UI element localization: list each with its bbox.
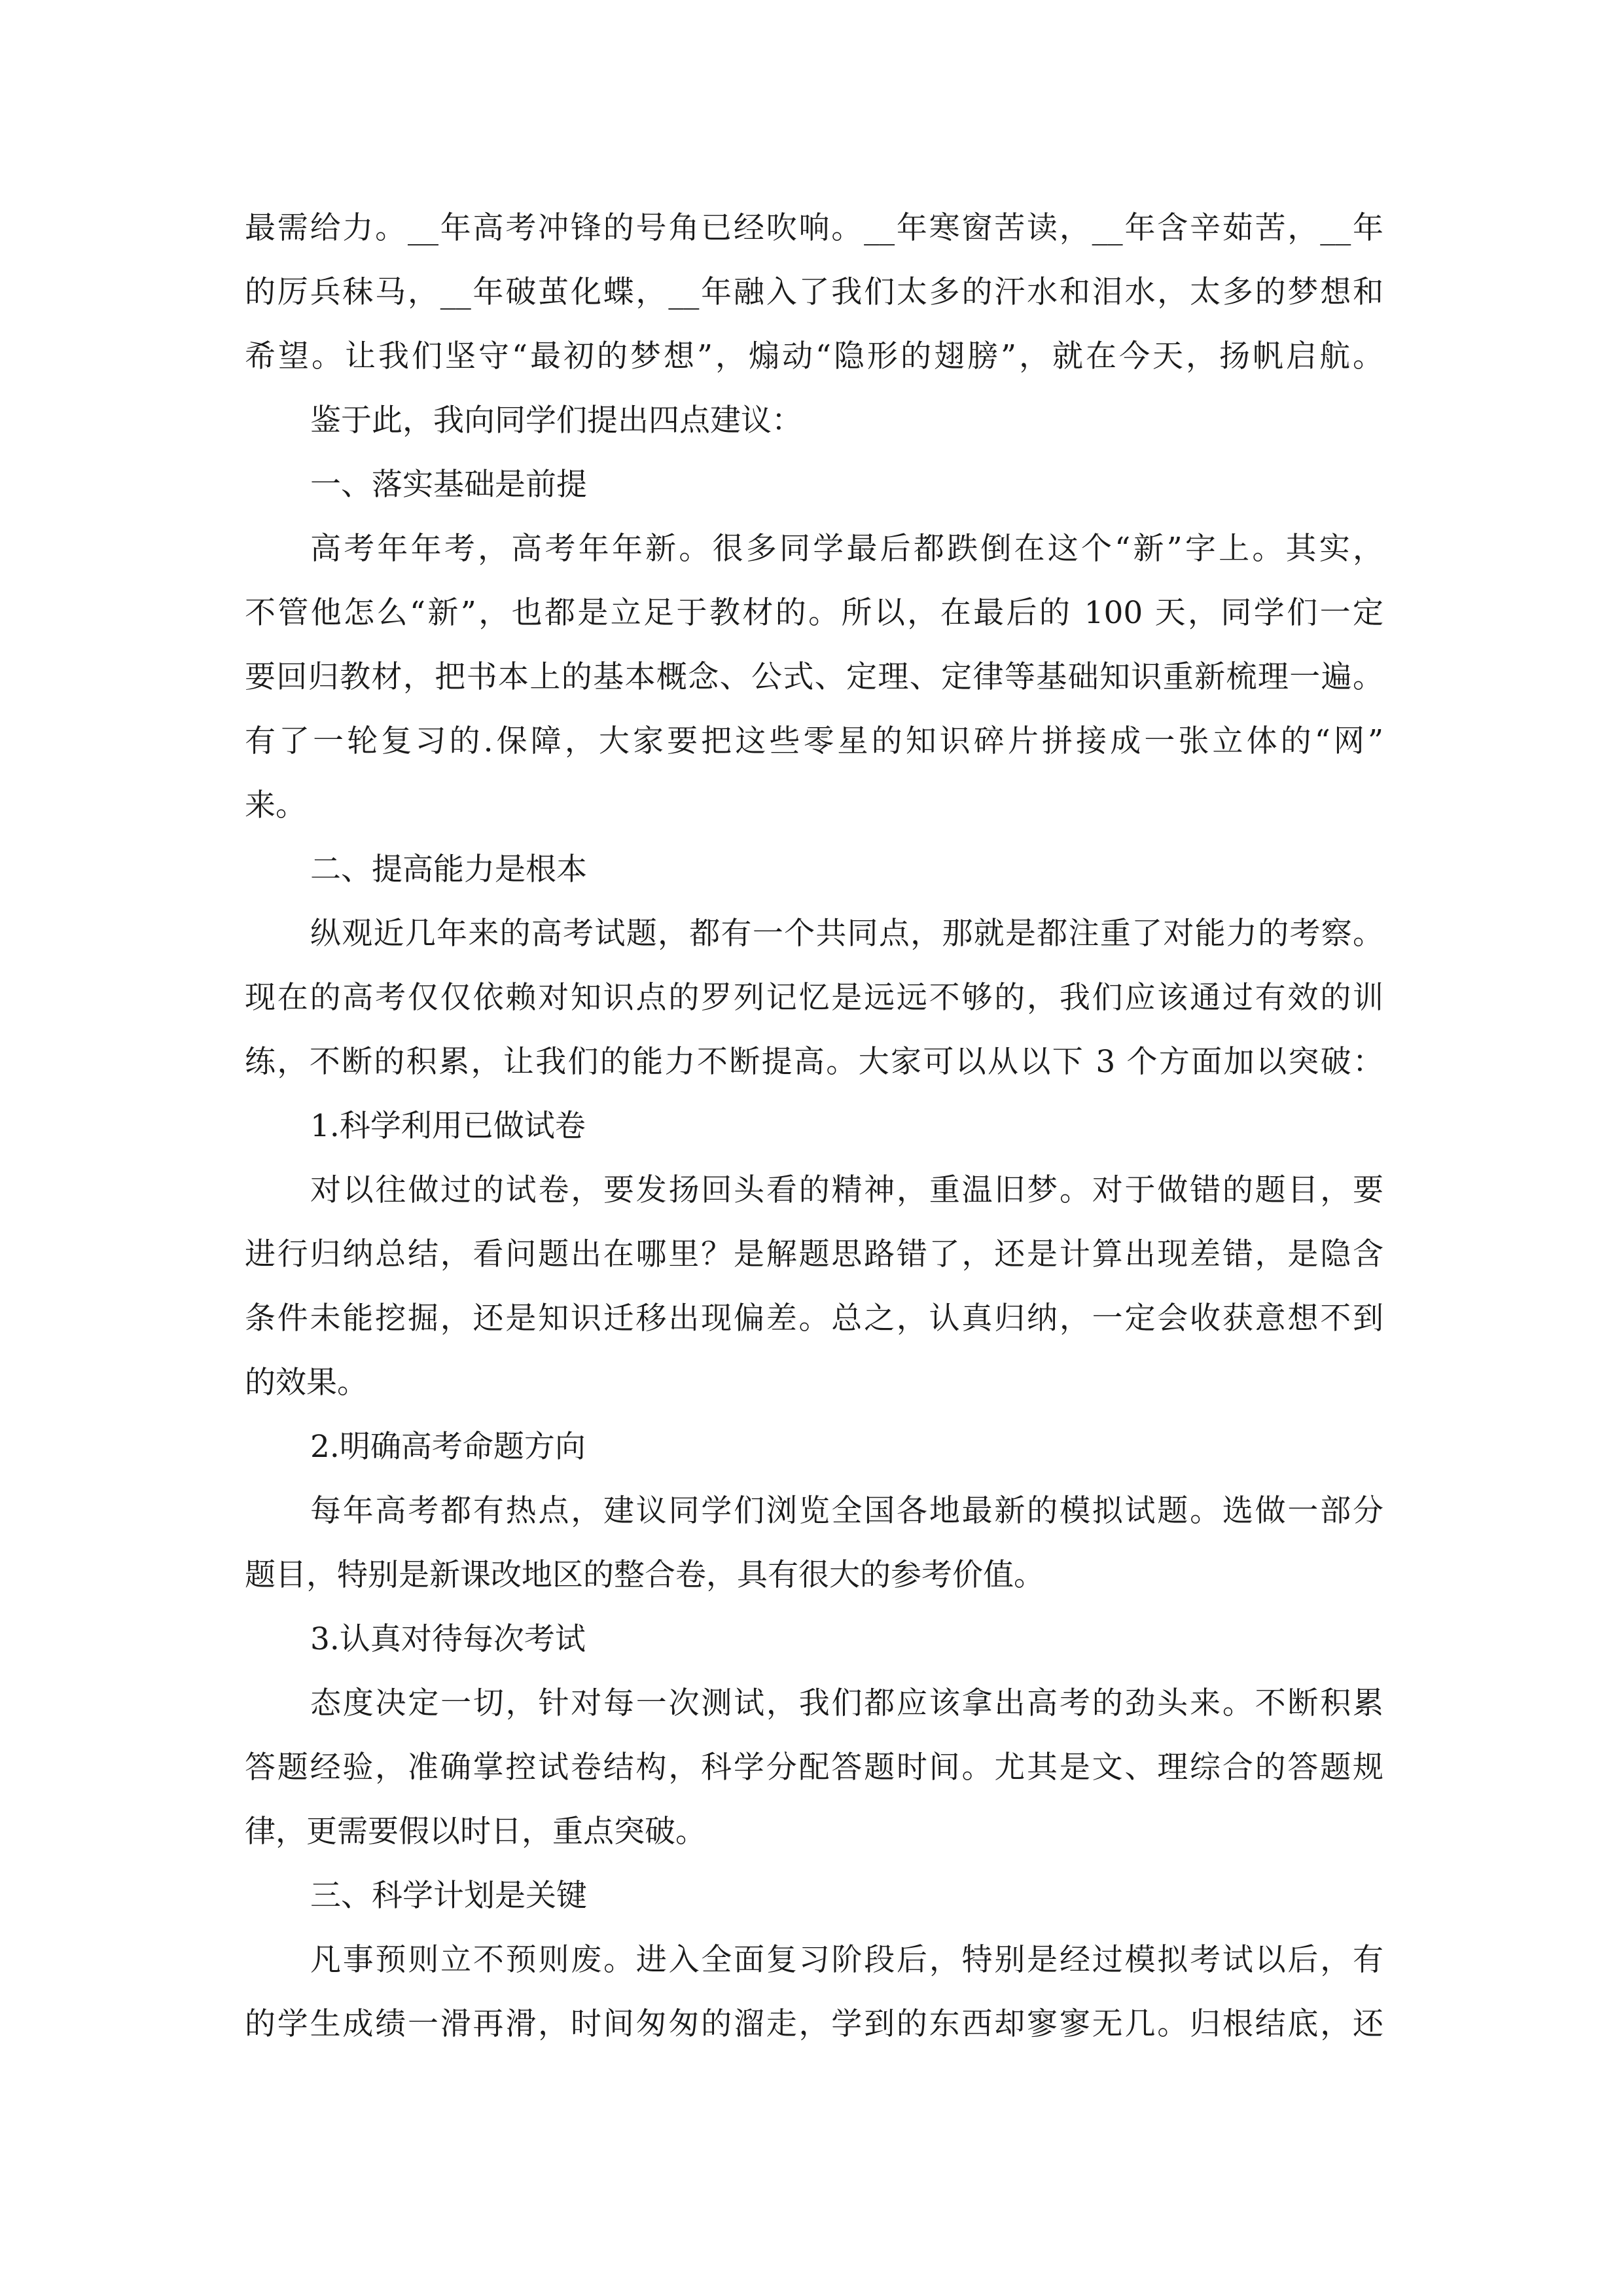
text-line: 态度决定一切，针对每一次测试，我们都应该拿出高考的劲头来。不断积累 <box>310 1685 1383 1721</box>
text-line: 的效果。 <box>245 1365 368 1401</box>
text-line: 练，不断的积累，让我们的能力不断提高。大家可以从以下 3 个方面加以突破： <box>245 1044 1383 1080</box>
subsection-heading: 2.明确高考命题方向 <box>310 1429 586 1465</box>
text-line: 最需给力。__年高考冲锋的号角已经吹响。__年寒窗苦读，__年含辛茹苦，__年 <box>245 210 1383 246</box>
text-line: 的学生成绩一滑再滑，时间匆匆的溜走，学到的东西却寥寥无几。归根结底，还 <box>245 2006 1383 2042</box>
section-heading: 三、科学计划是关键 <box>310 1878 587 1914</box>
text-line: 不管他怎么“新”，也都是立足于教材的。所以，在最后的 100 天，同学们一定 <box>245 595 1383 631</box>
text-line: 有了一轮复习的.保障，大家要把这些零星的知识碎片拼接成一张立体的“网” <box>245 723 1383 759</box>
text-line: 希望。让我们坚守“最初的梦想”，煽动“隐形的翅膀”，就在今天，扬帆启航。 <box>245 338 1383 374</box>
text-line: 现在的高考仅仅依赖对知识点的罗列记忆是远远不够的，我们应该通过有效的训 <box>245 980 1383 1016</box>
document-body <box>245 196 1383 2056</box>
section-heading: 一、落实基础是前提 <box>310 467 587 503</box>
subsection-heading: 3.认真对待每次考试 <box>310 1621 586 1657</box>
section-heading: 二、提高能力是根本 <box>310 852 587 888</box>
text-line: 律，更需要假以时日，重点突破。 <box>245 1814 706 1850</box>
text-line: 鉴于此，我向同学们提出四点建议： <box>310 403 802 439</box>
text-line: 题目，特别是新课改地区的整合卷，具有很大的参考价值。 <box>245 1557 1044 1593</box>
text-line: 凡事预则立不预则废。进入全面复习阶段后，特别是经过模拟考试以后，有 <box>310 1942 1383 1978</box>
text-line: 答题经验，准确掌控试卷结构，科学分配答题时间。尤其是文、理综合的答题规 <box>245 1749 1383 1785</box>
text-line: 条件未能挖掘，还是知识迁移出现偏差。总之，认真归纳，一定会收获意想不到 <box>245 1300 1383 1336</box>
text-line: 的厉兵秣马，__年破茧化蝶，__年融入了我们太多的汗水和泪水，太多的梦想和 <box>245 274 1383 310</box>
text-line: 来。 <box>245 787 306 823</box>
text-line: 高考年年考，高考年年新。很多同学最后都跌倒在这个“新”字上。其实， <box>310 531 1383 567</box>
text-line: 每年高考都有热点，建议同学们浏览全国各地最新的模拟试题。选做一部分 <box>310 1493 1383 1529</box>
subsection-heading: 1.科学利用已做试卷 <box>310 1108 586 1144</box>
text-line: 进行归纳总结，看问题出在哪里？是解题思路错了，还是计算出现差错，是隐含 <box>245 1236 1383 1272</box>
text-line: 纵观近几年来的高考试题，都有一个共同点，那就是都注重了对能力的考察。 <box>310 916 1383 952</box>
text-line: 对以往做过的试卷，要发扬回头看的精神，重温旧梦。对于做错的题目，要 <box>310 1172 1383 1208</box>
text-line: 要回归教材，把书本上的基本概念、公式、定理、定律等基础知识重新梳理一遍。 <box>245 659 1383 695</box>
